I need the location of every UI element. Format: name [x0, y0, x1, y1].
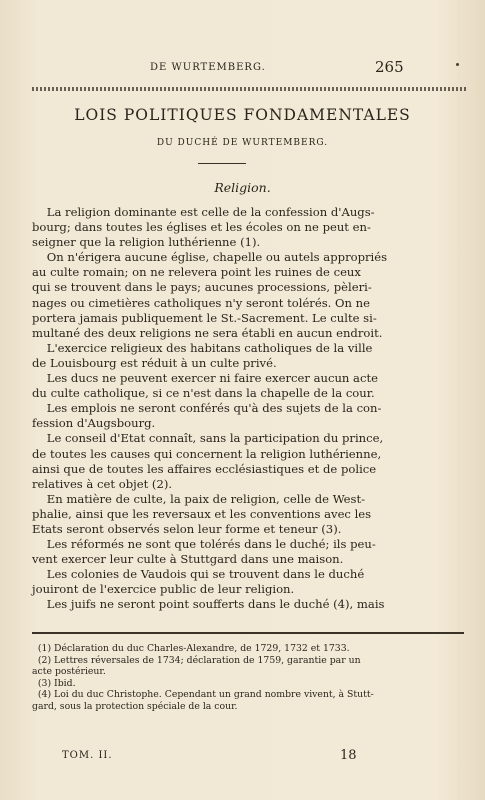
text-line: du culte catholique, si ce n'est dans la chapelle de la cour. — [32, 386, 375, 401]
text-line: fession d'Augsbourg. — [32, 416, 156, 431]
text-line: Les juifs ne seront point soufferts dans le duché (4), mais — [32, 597, 385, 612]
page-footer — [0, 750, 485, 770]
text-line: de Louisbourg est réduit à un culte privé. — [32, 355, 277, 370]
footnote-line: (2) Lettres réversales de 1734; déclaration de 1759, garantie par un — [32, 654, 361, 666]
section-heading: Religion. — [214, 180, 271, 195]
signature-mark: TOM. II. — [62, 750, 113, 761]
footnote-line: (1) Déclaration du duc Charles-Alexandre, de 1729, 1732 et 1733. — [32, 643, 350, 654]
text-line: jouiront de l'exercice public de leur religion. — [32, 582, 295, 597]
text-line: On n'érigera aucune église, chapelle ou autels appropriés — [32, 250, 388, 265]
body-text — [32, 205, 464, 613]
footnote-divider — [32, 632, 464, 634]
text-line: Le conseil d'Etat connaît, sans la participation du prince, — [32, 431, 384, 446]
text-line: portera jamais publiquement le St.-Sacrement. Le culte si- — [32, 310, 377, 325]
ink-speck — [456, 63, 459, 66]
footnote-line: acte postérieur. — [32, 666, 106, 677]
text-line: bourg; dans toutes les églises et les écoles on ne peut en- — [32, 220, 371, 235]
signature-folio: 18 — [340, 748, 357, 763]
running-head — [0, 60, 485, 80]
text-line: multané des deux religions ne sera établi en aucun endroit. — [32, 325, 383, 340]
text-line: relatives à cet objet (2). — [32, 476, 173, 491]
footnote-line: gard, sous la protection spéciale de la cour. — [32, 700, 238, 712]
text-line: seigner que la religion luthérienne (1). — [32, 235, 261, 250]
text-line: de toutes les causes qui concernent la religion luthérienne, — [32, 446, 382, 461]
chapter-subtitle: DU DUCHÉ DE WURTEMBERG. — [156, 138, 329, 148]
decorative-rule — [32, 87, 466, 91]
text-line: En matière de culte, la paix de religion, celle de West- — [32, 491, 366, 506]
text-line: au culte romain; on ne relevera point les ruines de ceux — [32, 265, 361, 280]
chapter-title: LOIS POLITIQUES FONDAMENTALES — [74, 106, 411, 124]
text-line: La religion dominante est celle de la confession d'Augs- — [32, 205, 375, 219]
running-title: DE WURTEMBERG. — [150, 62, 266, 73]
title-divider — [198, 163, 246, 164]
page-number: 265 — [375, 58, 404, 76]
text-line: Les emplois ne seront conférés qu'à des sujets de la con- — [32, 401, 382, 416]
text-line: ainsi que de toutes les affaires ecclésiastiques et de police — [32, 461, 377, 476]
text-line: phalie, ainsi que les reversaux et les conventions avec les — [32, 506, 372, 521]
text-line: L'exercice religieux des habitans catholiques de la ville — [32, 340, 373, 355]
footnotes — [32, 643, 464, 712]
text-line: nages ou cimetières catholiques n'y seront tolérés. On ne — [32, 295, 371, 310]
text-line: qui se trouvent dans le pays; aucunes processions, pèleri- — [32, 280, 372, 295]
footnote-line: (4) Loi du duc Christophe. Cependant un grand nombre vivent, à Stutt- — [32, 689, 374, 700]
text-line: vent exercer leur culte à Stuttgard dans une maison. — [32, 552, 344, 567]
text-line: Les colonies de Vaudois qui se trouvent dans le duché — [32, 567, 365, 582]
text-line: Etats seront observés selon leur forme et teneur (3). — [32, 521, 342, 536]
text-line: Les ducs ne peuvent exercer ni faire exercer aucun acte — [32, 371, 378, 386]
footnote-line: (3) Ibid. — [32, 677, 76, 689]
text-line: Les réformés ne sont que tolérés dans le duché; ils peu- — [32, 537, 376, 552]
